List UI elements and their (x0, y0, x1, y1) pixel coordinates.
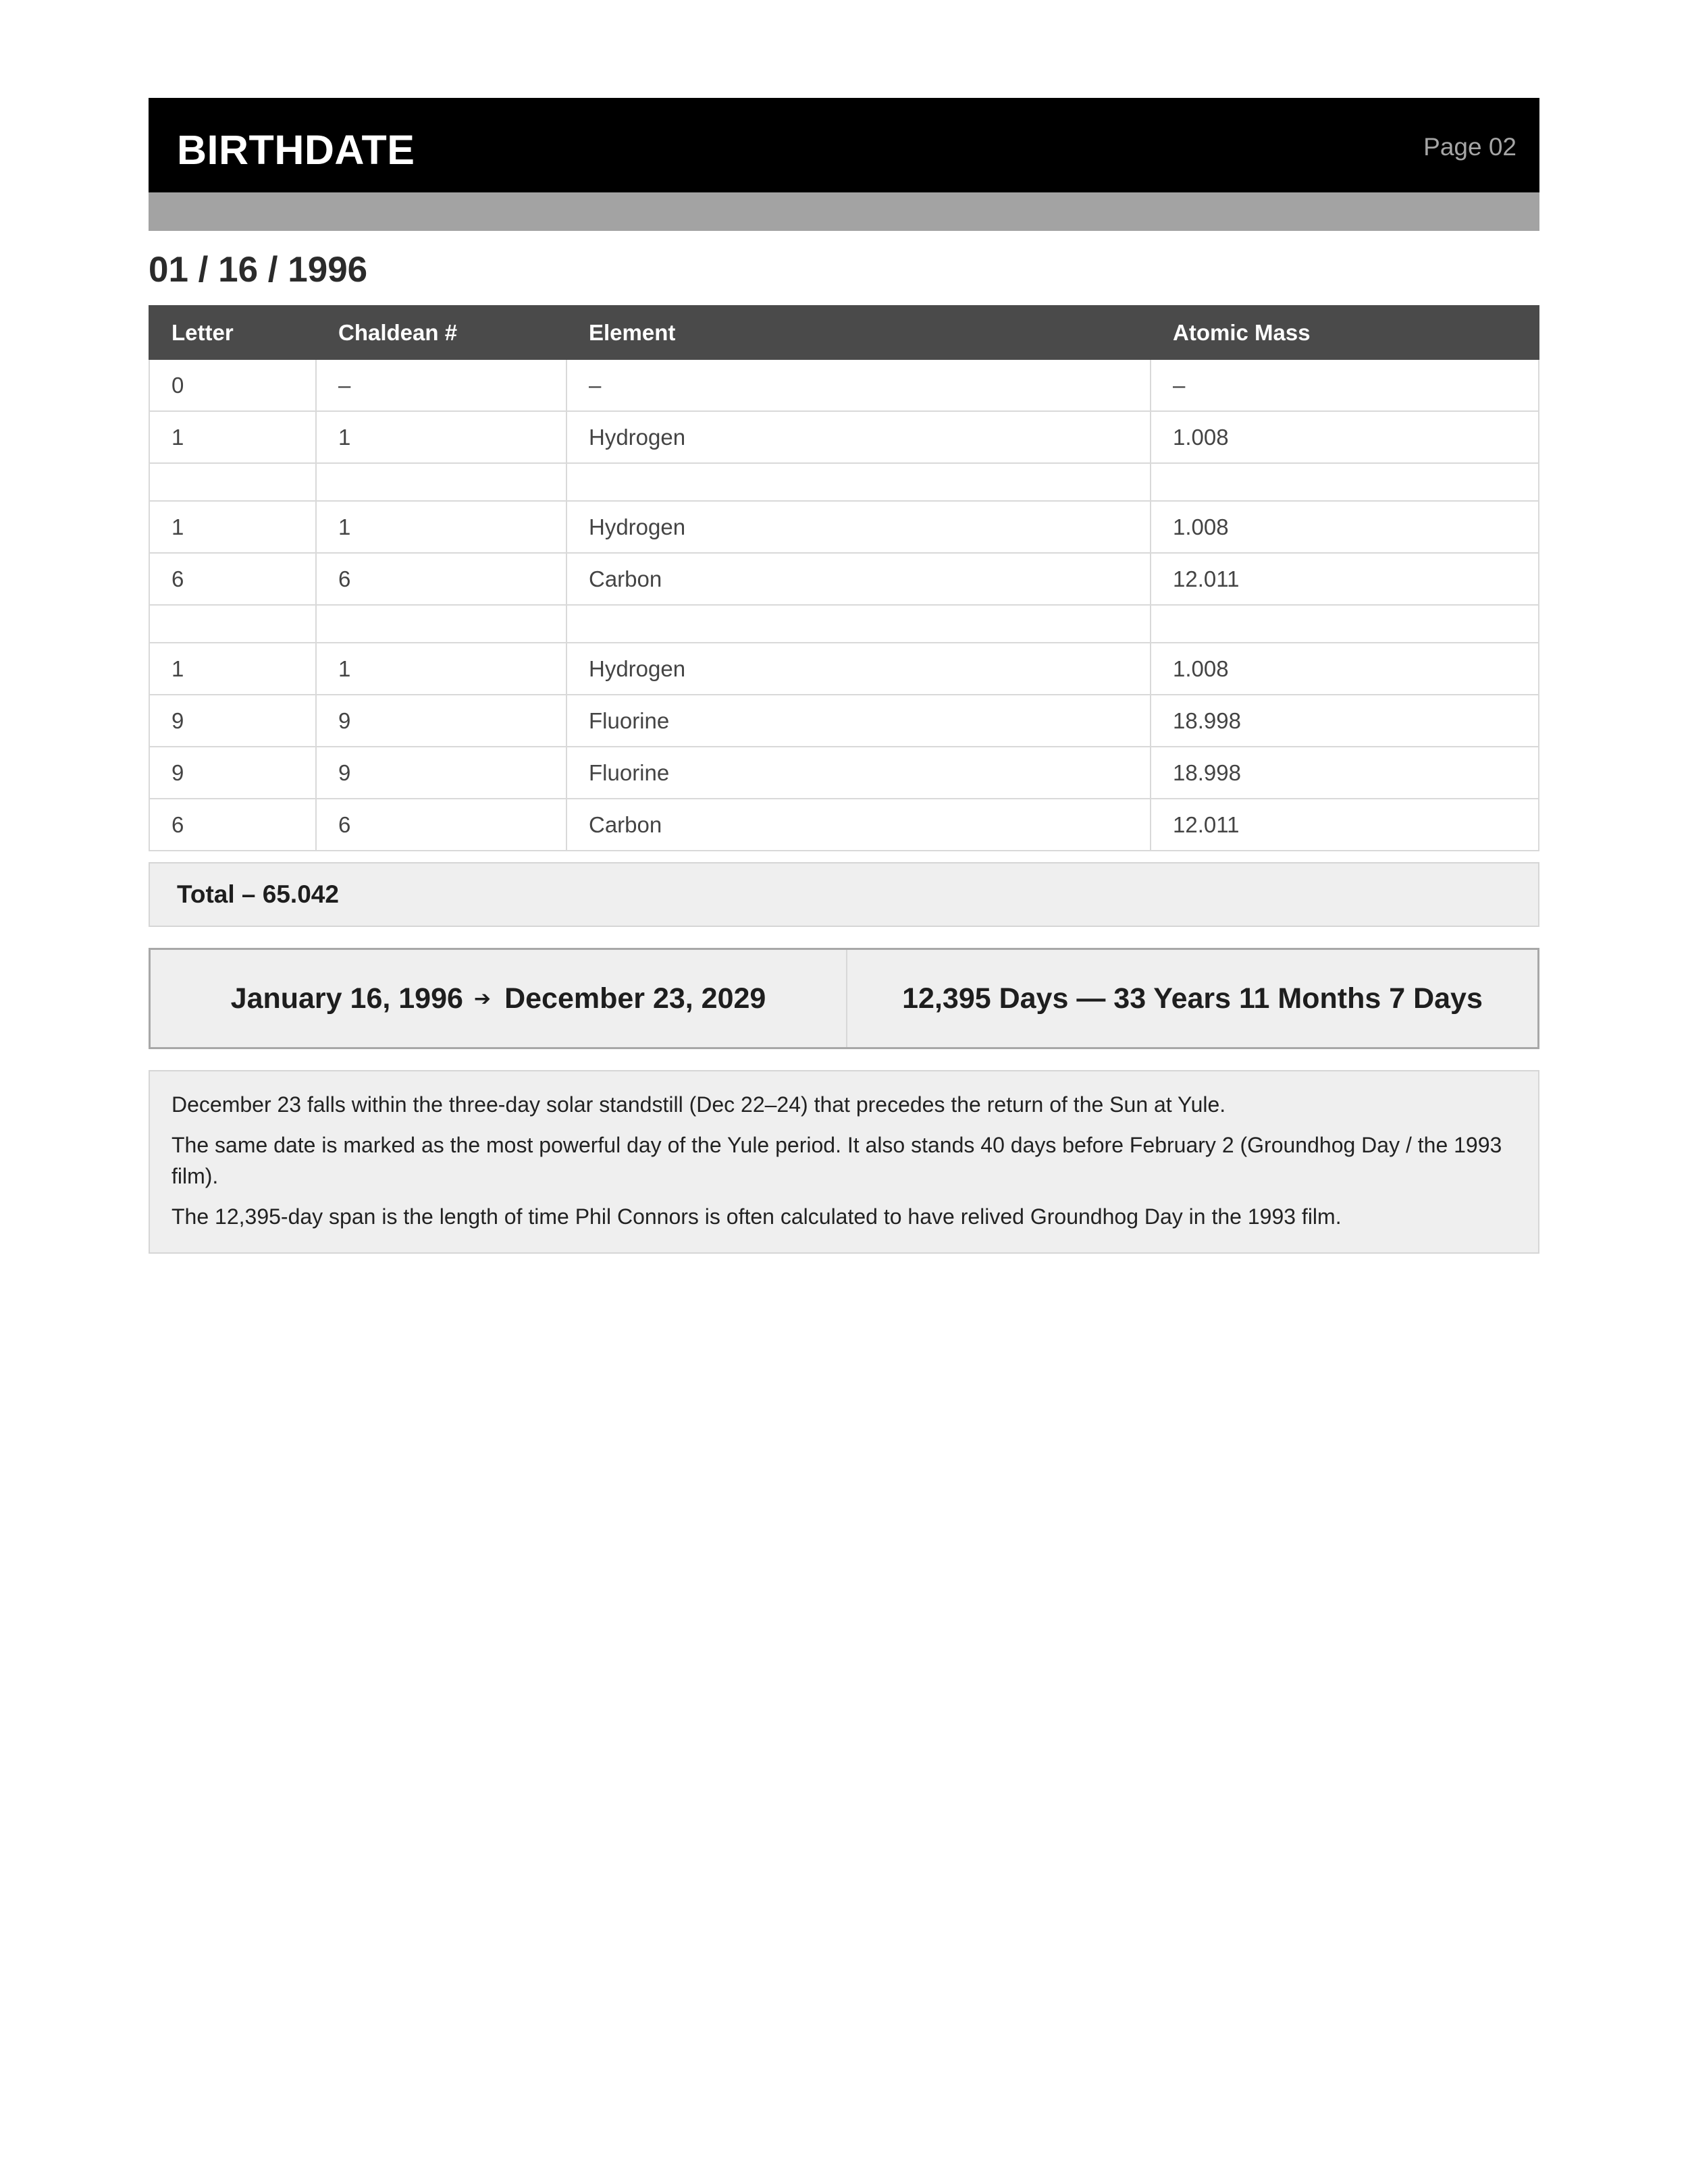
cell-atomic-mass (1151, 463, 1539, 501)
cell-chaldean: 6 (316, 799, 566, 851)
cell-chaldean: 1 (316, 411, 566, 463)
table-row-separator (149, 463, 1539, 501)
cell-letter: 0 (149, 359, 316, 411)
cell-letter: 1 (149, 501, 316, 553)
cell-atomic-mass: 18.998 (1151, 747, 1539, 799)
date-range (151, 950, 847, 1047)
element-table (149, 305, 1539, 851)
cell-atomic-mass: – (1151, 359, 1539, 411)
cell-element: Fluorine (566, 747, 1151, 799)
table-row (149, 501, 1539, 553)
cell-atomic-mass: 1.008 (1151, 411, 1539, 463)
cell-chaldean: 9 (316, 747, 566, 799)
page-number: Page 02 (1423, 133, 1516, 161)
cell-chaldean: 9 (316, 695, 566, 747)
cell-chaldean: – (316, 359, 566, 411)
cell-chaldean (316, 605, 566, 643)
cell-letter (149, 605, 316, 643)
table-row (149, 643, 1539, 695)
cell-element: Hydrogen (566, 643, 1151, 695)
arrow-right-icon: ➔ (473, 987, 492, 1010)
end-date: December 23, 2029 (504, 982, 766, 1015)
column-header-atomic-mass: Atomic Mass (1151, 306, 1539, 359)
cell-chaldean (316, 463, 566, 501)
cell-atomic-mass: 12.011 (1151, 553, 1539, 605)
cell-atomic-mass: 12.011 (1151, 799, 1539, 851)
cell-atomic-mass (1151, 605, 1539, 643)
cell-chaldean: 1 (316, 643, 566, 695)
document-page (149, 98, 1539, 1254)
cell-letter: 9 (149, 695, 316, 747)
table-row (149, 411, 1539, 463)
table-row (149, 695, 1539, 747)
table-row (149, 747, 1539, 799)
note-paragraph: The 12,395-day span is the length of time Phil Connors is often calculated to have relived Groundhog Day in the 1993 film. (172, 1204, 1342, 1229)
cell-atomic-mass: 1.008 (1151, 501, 1539, 553)
cell-letter: 6 (149, 553, 316, 605)
duration-text: 12,395 Days — 33 Years 11 Months 7 Days (902, 982, 1483, 1015)
cell-element: Hydrogen (566, 411, 1151, 463)
table-row (149, 553, 1539, 605)
note-paragraph: The same date is marked as the most powerful day of the Yule period. It also stands 40 days before February 2 (Groundhog Day / the 1993 film). (172, 1133, 1502, 1188)
birthdate-heading: 01 / 16 / 1996 (149, 250, 368, 290)
cell-letter (149, 463, 316, 501)
cell-element: Carbon (566, 799, 1151, 851)
table-row-separator (149, 605, 1539, 643)
cell-atomic-mass: 1.008 (1151, 643, 1539, 695)
cell-chaldean: 6 (316, 553, 566, 605)
column-header-chaldean: Chaldean # (316, 306, 566, 359)
cell-element: – (566, 359, 1151, 411)
cell-letter: 6 (149, 799, 316, 851)
cell-element: Carbon (566, 553, 1151, 605)
start-date: January 16, 1996 (230, 982, 463, 1015)
column-header-element: Element (566, 306, 1151, 359)
notes-box (149, 1070, 1539, 1254)
cell-letter: 9 (149, 747, 316, 799)
total-summary: Total – 65.042 (149, 862, 1539, 927)
cell-chaldean: 1 (316, 501, 566, 553)
cell-element: Hydrogen (566, 501, 1151, 553)
cell-element (566, 605, 1151, 643)
page-title: BIRTHDATE (177, 127, 415, 173)
note-paragraph: December 23 falls within the three-day solar standstill (Dec 22–24) that precedes the return of the Sun at Yule. (172, 1092, 1226, 1117)
cell-atomic-mass: 18.998 (1151, 695, 1539, 747)
header-band (149, 192, 1539, 231)
cell-element: Fluorine (566, 695, 1151, 747)
page-header (149, 98, 1539, 192)
table-row (149, 359, 1539, 411)
table-header-row (149, 306, 1539, 359)
table-row (149, 799, 1539, 851)
cell-letter: 1 (149, 643, 316, 695)
date-span-box (149, 948, 1539, 1049)
column-header-letter: Letter (149, 306, 316, 359)
cell-letter: 1 (149, 411, 316, 463)
cell-element (566, 463, 1151, 501)
